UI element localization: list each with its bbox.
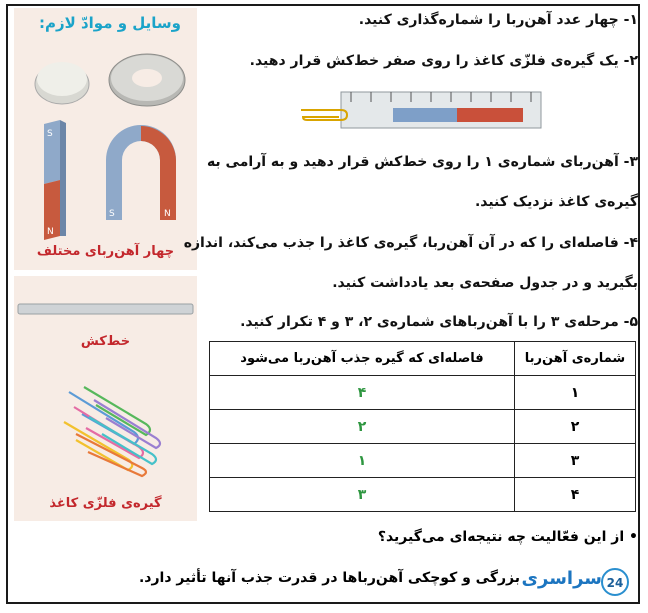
svg-text:N: N: [164, 209, 171, 219]
step-3-continued: گیره‌ی کاغذ نزدیک کنید.: [474, 194, 638, 210]
magnet-number-cell: ۴: [515, 478, 636, 512]
header-attraction-distance: فاصله‌ای که گیره جذب آهن‌ربا می‌شود: [210, 342, 515, 376]
distance-cell: ۲: [210, 410, 515, 444]
ring-magnet: [109, 54, 185, 106]
watermark-logo: [520, 566, 632, 598]
magnets-illustration: [14, 40, 197, 240]
magnet-number-cell: ۲: [515, 410, 636, 444]
table-row: [210, 410, 636, 444]
table-row: [210, 376, 636, 410]
magnets-panel: [14, 8, 197, 270]
svg-text:S: S: [109, 209, 115, 219]
ruler-caption: خط‌کش: [80, 334, 131, 349]
conclusion-answer: بزرگی و کوچکی آهن‌رباها در قدرت جذب آنها تأثیر دارد.: [138, 570, 520, 586]
distance-cell: ۴: [210, 376, 515, 410]
conclusion-question: • از این فعّالیت چه نتیجه‌ای می‌گیرید؟: [377, 529, 638, 545]
clips-caption: گیره‌ی فلزّی کاغذ: [49, 496, 162, 511]
step-2: ۲- یک گیره‌ی فلزّی کاغذ را روی صفر خط‌کش قرار دهید.: [249, 53, 638, 69]
step-4-continued: بگیرید و در جدول صفحه‌ی بعد یادداشت کنید.: [332, 275, 638, 291]
logo-text: سراسری: [521, 568, 602, 589]
ruler-illustration: [14, 298, 197, 328]
distance-cell: ۳: [210, 478, 515, 512]
svg-text:N: N: [47, 227, 54, 237]
table-row: [210, 478, 636, 512]
bar-magnet: [44, 120, 66, 240]
ruler-with-magnet-illustration: [295, 88, 555, 138]
disc-magnet: [35, 62, 89, 104]
svg-text:S: S: [47, 129, 53, 139]
table-row: [210, 444, 636, 478]
horseshoe-magnet: [106, 125, 176, 220]
distance-cell: ۱: [210, 444, 515, 478]
step-5: ۵- مرحله‌ی ۳ را با آهن‌رباهای شماره‌ی ۲، ۳ و ۴ تکرار کنید.: [240, 314, 638, 330]
table-header-row: [210, 342, 636, 376]
step-3: ۳- آهن‌ربای شماره‌ی ۱ را روی خط‌کش قرار دهید و به آرامی به: [206, 154, 638, 170]
magnet-number-cell: ۳: [515, 444, 636, 478]
step-4: ۴- فاصله‌ای را که در آن آهن‌ربا، گیره‌ی کاغذ را جذب می‌کند، اندازه: [183, 235, 638, 251]
results-table: [209, 341, 636, 512]
tools-panel: [14, 276, 197, 521]
magnets-caption: چهار آهن‌ربای مختلف: [36, 244, 175, 259]
materials-title: وسایل و موادّ لازم:: [38, 14, 181, 32]
header-magnet-number: شماره‌ی آهن‌ربا: [515, 342, 636, 376]
step-1: ۱- چهار عدد آهن‌ربا را شماره‌گذاری کنید.: [358, 12, 638, 28]
paper-clips-illustration: [14, 372, 197, 482]
logo-number: 24: [606, 576, 624, 590]
materials-sidebar: [14, 6, 197, 516]
magnet-number-cell: ۱: [515, 376, 636, 410]
